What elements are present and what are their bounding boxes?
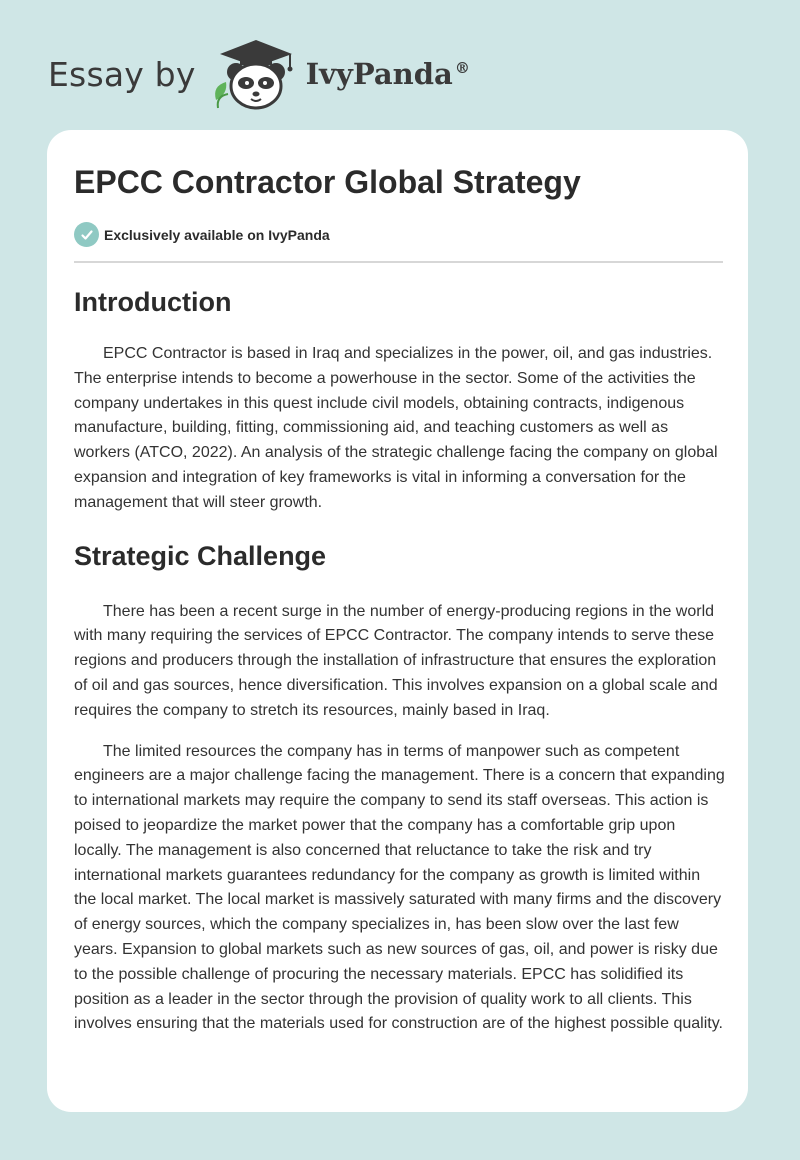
section-heading-strategic-challenge: Strategic Challenge — [74, 540, 327, 571]
check-circle-icon — [74, 222, 99, 247]
brand-header[interactable] — [48, 34, 470, 114]
essay-body — [74, 280, 726, 1037]
page-title: EPCC Contractor Global Strategy — [74, 164, 581, 200]
section-heading-introduction: Introduction — [74, 287, 232, 317]
exclusive-badge — [74, 222, 330, 247]
paragraph: There has been a recent surge in the number of energy-producing regions in the world with many requiring the services of EPCC Contractor. The company intends to serve these regions and producers through the installation of infrastructure that ensures the exploration of oil and gas sources, hence diversification. This involves expansion on a global scale and requires the company to stretch its resources, mainly based in Iraq. — [74, 602, 718, 719]
divider — [74, 261, 723, 263]
brand-name: IvyPanda ® — [305, 57, 470, 91]
paragraph: EPCC Contractor is based in Iraq and specializes in the power, oil, and gas industries. The enterprise intends to become a powerhouse in the sector. Some of the activities the company undertakes in this quest include civil models, obtaining contracts, indigenous manufacture, building, fitting, commissioning aid, and teaching customers as well as workers (ATCO, 2022). An analysis of the strategic challenge facing the company on global expansion and integration of key frameworks is vital in informing a conversation for the management that will steer growth. — [74, 345, 718, 511]
panda-graduate-icon — [210, 34, 302, 114]
paragraph: The limited resources the company has in terms of manpower such as competent engineers are a major challenge facing the management. There is a concern that expanding to international markets may require the company to send its staff overseas. This action is poised to jeopardize the market power that the company has a comfortable grip upon locally. The management is also concerned that reluctance to take the risk and try international markets guarantees redundancy for the company as growth is limited within the local market. The local market is massively saturated with many firms and the discovery of energy sources, which the company specializes in, has been slow over the last few years. Expansion to global markets such as new sources of gas, oil, and power is risky due to the possible challenge of procuring the necessary materials. EPCC has solidified its position as a leader in the sector through the provision of quality work to all clients. This involves ensuring that the materials used for construction are of the highest possible quality. — [74, 742, 725, 1033]
essay-card — [47, 130, 748, 1112]
brand-prefix: Essay by — [48, 54, 196, 94]
badge-label: Exclusively available on IvyPanda — [104, 226, 330, 243]
registered-mark: ® — [454, 59, 470, 78]
